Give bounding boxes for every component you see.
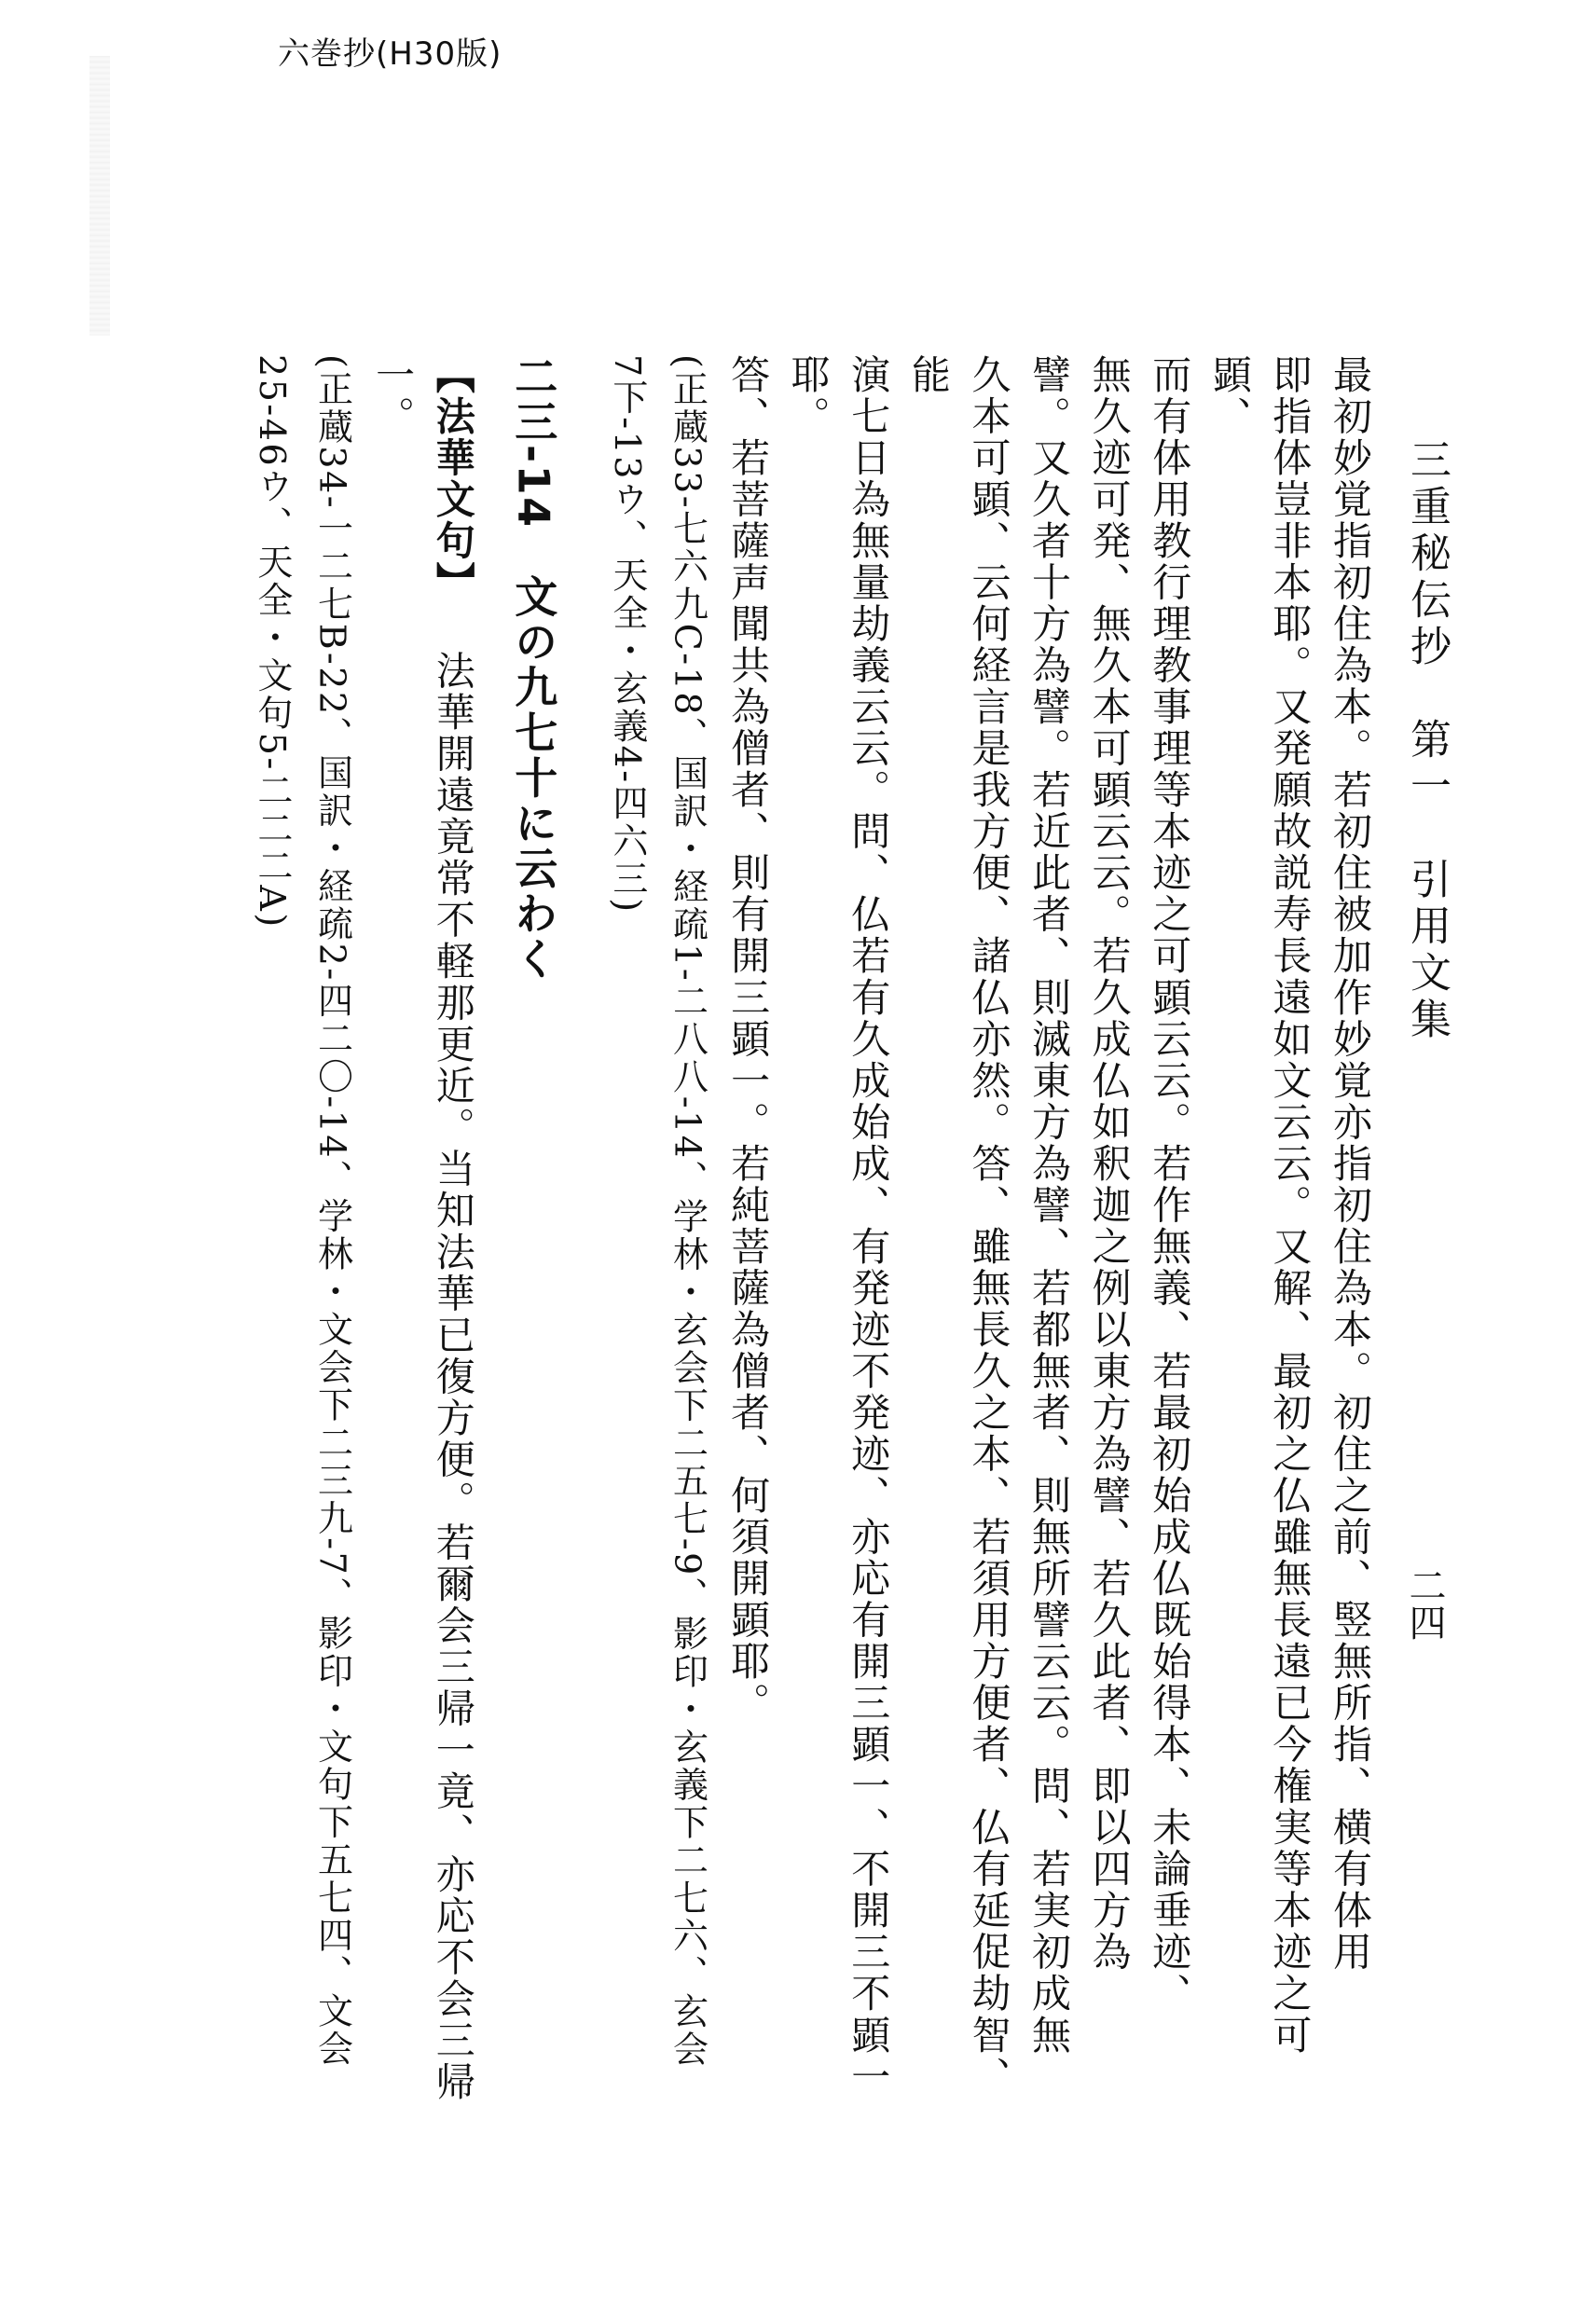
quote-line: 即指体豈非本耶。又発願故説寿長遠如文云云。又解、最初之仏雖無長遠已今権実等本迹之可顕、 xyxy=(1206,354,1314,2057)
source-tag: 【法華文句】 xyxy=(430,354,476,604)
book-label: 六巻抄(H30版) xyxy=(278,35,502,73)
citation-line: (正蔵34-一二七B-22、国訳・経疏2-四二〇-14、学林・文会下二三九-7、影印・文句下五七四、文会 xyxy=(311,354,353,2069)
quote-line: 譬。又久者十方為譬。若近此者、則滅東方為譬、若都無者、則無所譬云云。問、若実初成無 xyxy=(1026,354,1073,2057)
section-quote-text: 法華開遠竟常不軽那更近。当知法華已復方便。若爾会三帰一竟、亦応不会三帰一。 xyxy=(370,354,476,2103)
quote-line: 無久迹可発、無久本可顕云云。若久成仏如釈迦之例以東方為譬、若久此者、即以四方為 xyxy=(1086,354,1133,1974)
citation-line: 25-46ウ、天全・文句5-二二二A) xyxy=(251,354,293,929)
section-quote-line xyxy=(363,354,483,2107)
citation-line: (正蔵33-七六九C-18、国訳・経疏1-二八八-14、学林・玄会下二五七-9、影印・玄義下二七六、玄会 xyxy=(667,354,709,2069)
page-number: 二四 xyxy=(1403,1566,1446,1641)
quote-line: 最初妙覚指初住為本。若初住被加作妙覚亦指初住為本。初住之前、竪無所指、横有体用 xyxy=(1328,354,1373,1974)
quote-line: 答、若菩薩声聞共為僧者、則有開三顕一。若純菩薩為僧者、何須開顕耶。 xyxy=(725,354,772,1725)
vertical-text-block xyxy=(241,354,1380,2107)
section-heading: 二三-14 文の九七十に云わく xyxy=(508,354,559,982)
citation-line: 7下-13ウ、天全・玄義4-四六三) xyxy=(606,354,648,915)
running-header-title: 三重秘伝抄 第一 引用文集 xyxy=(1403,438,1451,1044)
quote-line: 久本可顕、云何経言是我方便、諸仏亦然。答、雖無長久之本、若須用方便者、仏有延促劫智、能 xyxy=(905,354,1012,2098)
quote-line: 演七日為無量劫義云云。問、仏若有久成始成、有発迹不発迹、亦応有開三顕一、不開三不顕一耶。 xyxy=(785,354,892,2098)
scan-edge-shading xyxy=(89,56,110,336)
quote-line: 而有体用教行理教事理等本迹之可顕云云。若作無義、若最初始成仏既始得本、未論垂迹、 xyxy=(1147,354,1193,2015)
